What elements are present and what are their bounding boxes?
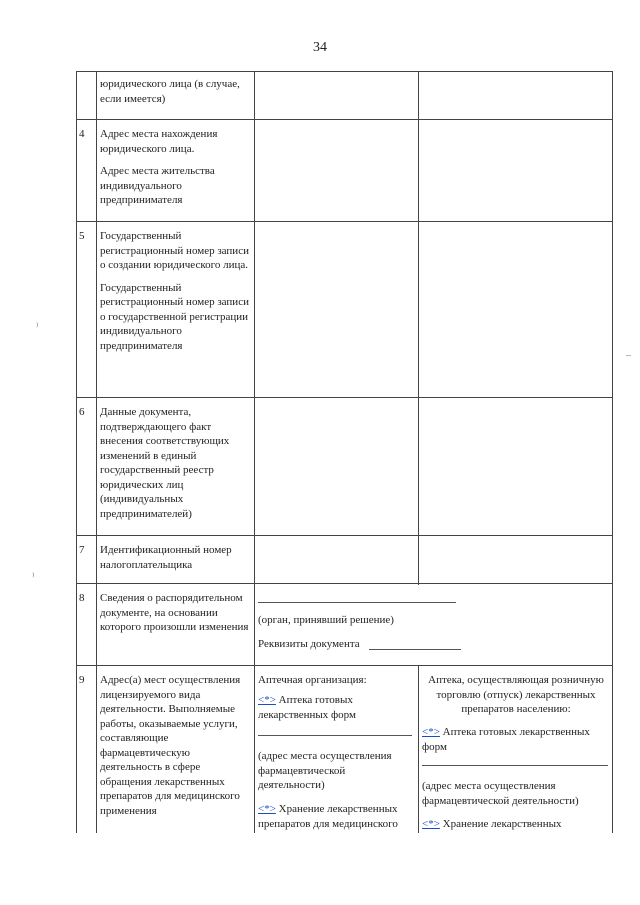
table-row: [100, 591, 250, 643]
column-border: [76, 71, 77, 833]
address-blank-line: [258, 735, 412, 736]
storage-option: [258, 802, 414, 831]
footnote-mark: <*>: [422, 818, 440, 830]
column-border: [418, 665, 419, 833]
table-row: [100, 543, 250, 580]
row-number: 9: [79, 674, 85, 686]
storage-option: [422, 817, 610, 832]
page-number: 34: [313, 40, 327, 55]
table-row: [100, 405, 250, 529]
row-number: 6: [79, 406, 85, 418]
option-label: Хранение лекарственных препаратов для медицинского: [258, 803, 398, 830]
address-caption: (адрес места осуществления фармацевтической деятельности): [422, 780, 579, 807]
row-border: [76, 535, 612, 536]
address-caption: (адрес места осуществления фармацевтической деятельности): [258, 750, 392, 791]
requisites-label: Реквизиты документа: [258, 638, 360, 650]
scan-speck: ⁾: [32, 572, 35, 583]
row-border: [76, 397, 612, 398]
row-border: [76, 583, 612, 584]
row-border: [76, 221, 612, 222]
row-text: Сведения о распорядительном документе, на основании которого произошли изменения: [100, 592, 249, 633]
pharmacy-org-heading: Аптечная организация:: [258, 674, 367, 686]
column-border: [96, 71, 97, 833]
row-border: [76, 119, 612, 120]
footnote-mark: <*>: [258, 694, 276, 706]
footnote-mark: <*>: [258, 803, 276, 815]
option-label: Аптека готовых лекарственных форм: [422, 726, 590, 753]
organ-blank-line: [258, 602, 456, 603]
row-text: Государственный регистрационный номер записи о государственной регистрации индивидуального предпринимателя: [100, 281, 249, 352]
column-border: [418, 71, 419, 585]
row-text: Государственный регистрационный номер записи о создании юридического лица.: [100, 230, 249, 271]
row-border: [76, 665, 612, 666]
scan-speck: ⁾: [36, 322, 39, 333]
footnote-mark: <*>: [422, 726, 440, 738]
table-row: [100, 127, 250, 216]
column-border: [612, 71, 613, 833]
requisites-blank-line: [369, 649, 461, 650]
option-label: Хранение лекарственных: [439, 818, 562, 830]
pharmacy-ready-forms-option: [422, 725, 610, 754]
address-blank-line: [422, 765, 608, 766]
row-text: Адрес(а) мест осуществления лицензируемого вида деятельности. Выполняемые работы, оказываемые услуги, составляющие фармацевтическую деятельность в сфере обращения лекарственных препаратов для медицинского применения: [100, 674, 241, 817]
scan-speck: –: [626, 350, 631, 361]
table-row: [100, 673, 250, 826]
row-number: 5: [79, 230, 85, 242]
row-number: 7: [79, 544, 85, 556]
row-text: Адрес места жительства индивидуального предпринимателя: [100, 165, 215, 206]
pharmacy-ready-forms-option: [258, 693, 414, 722]
table-row: [100, 229, 250, 361]
option-label: Аптека готовых лекарственных форм: [258, 694, 356, 721]
row-border: [76, 71, 612, 72]
row-text: Идентификационный номер налогоплательщика: [100, 544, 232, 571]
row-text: Данные документа, подтверждающего факт внесения соответствующих изменений в единый государственный реестр юридических лиц (индивидуальных предпринимателей): [100, 406, 230, 520]
organ-caption: (орган, принявший решение): [258, 614, 394, 626]
row-text: Адрес места нахождения юридического лица.: [100, 128, 218, 155]
row-number: 8: [79, 592, 85, 604]
row-text: юридического лица (в случае, если имеется): [100, 78, 240, 105]
row-number: 4: [79, 128, 85, 140]
table-row: [100, 77, 250, 114]
retail-pharmacy-heading: Аптека, осуществляющая розничную торговлю (отпуск) лекарственных препаратов населению:: [428, 674, 604, 715]
column-border: [254, 71, 255, 833]
